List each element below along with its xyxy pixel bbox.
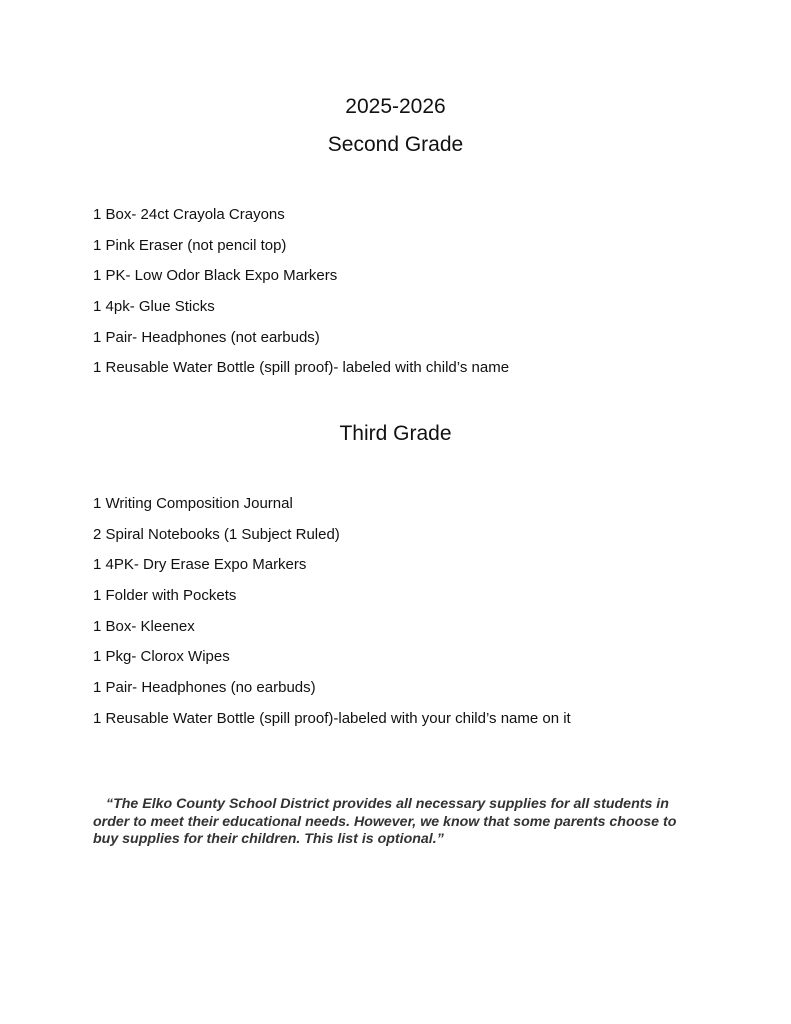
supply-item: 1 Reusable Water Bottle (spill proof)-labeled with your child’s name on it	[93, 709, 571, 727]
supply-item: 1 Folder with Pockets	[93, 587, 237, 605]
supply-item: 1 Pair- Headphones (not earbuds)	[93, 328, 320, 346]
school-year-heading: 2025-2026	[345, 95, 446, 118]
supply-item: 2 Spiral Notebooks (1 Subject Ruled)	[93, 525, 340, 543]
district-disclaimer: “The Elko County School District provides all necessary supplies for all students in order to meet their educational needs. However, we know that some parents choose to buy supplies for their children. This list is optional.”	[93, 796, 677, 847]
supply-item: 1 4pk- Glue Sticks	[93, 298, 215, 316]
second-grade-supply-list	[93, 206, 509, 390]
supply-item: 1 Pkg- Clorox Wipes	[93, 648, 230, 666]
supply-item: 1 Box- Kleenex	[93, 617, 195, 635]
third-grade-heading: Third Grade	[339, 422, 452, 445]
supply-item: 1 Pair- Headphones (no earbuds)	[93, 679, 316, 697]
supply-item: 1 Writing Composition Journal	[93, 495, 293, 512]
supply-item: 1 4PK- Dry Erase Expo Markers	[93, 556, 307, 574]
second-grade-heading: Second Grade	[327, 133, 464, 156]
supply-item: 1 Pink Eraser (not pencil top)	[93, 236, 287, 254]
supply-item: 1 Box- 24ct Crayola Crayons	[93, 206, 285, 223]
supply-item: 1 PK- Low Odor Black Expo Markers	[93, 267, 338, 285]
supply-item: 1 Reusable Water Bottle (spill proof)- labeled with child’s name	[93, 359, 510, 377]
third-grade-supply-list	[93, 495, 571, 741]
